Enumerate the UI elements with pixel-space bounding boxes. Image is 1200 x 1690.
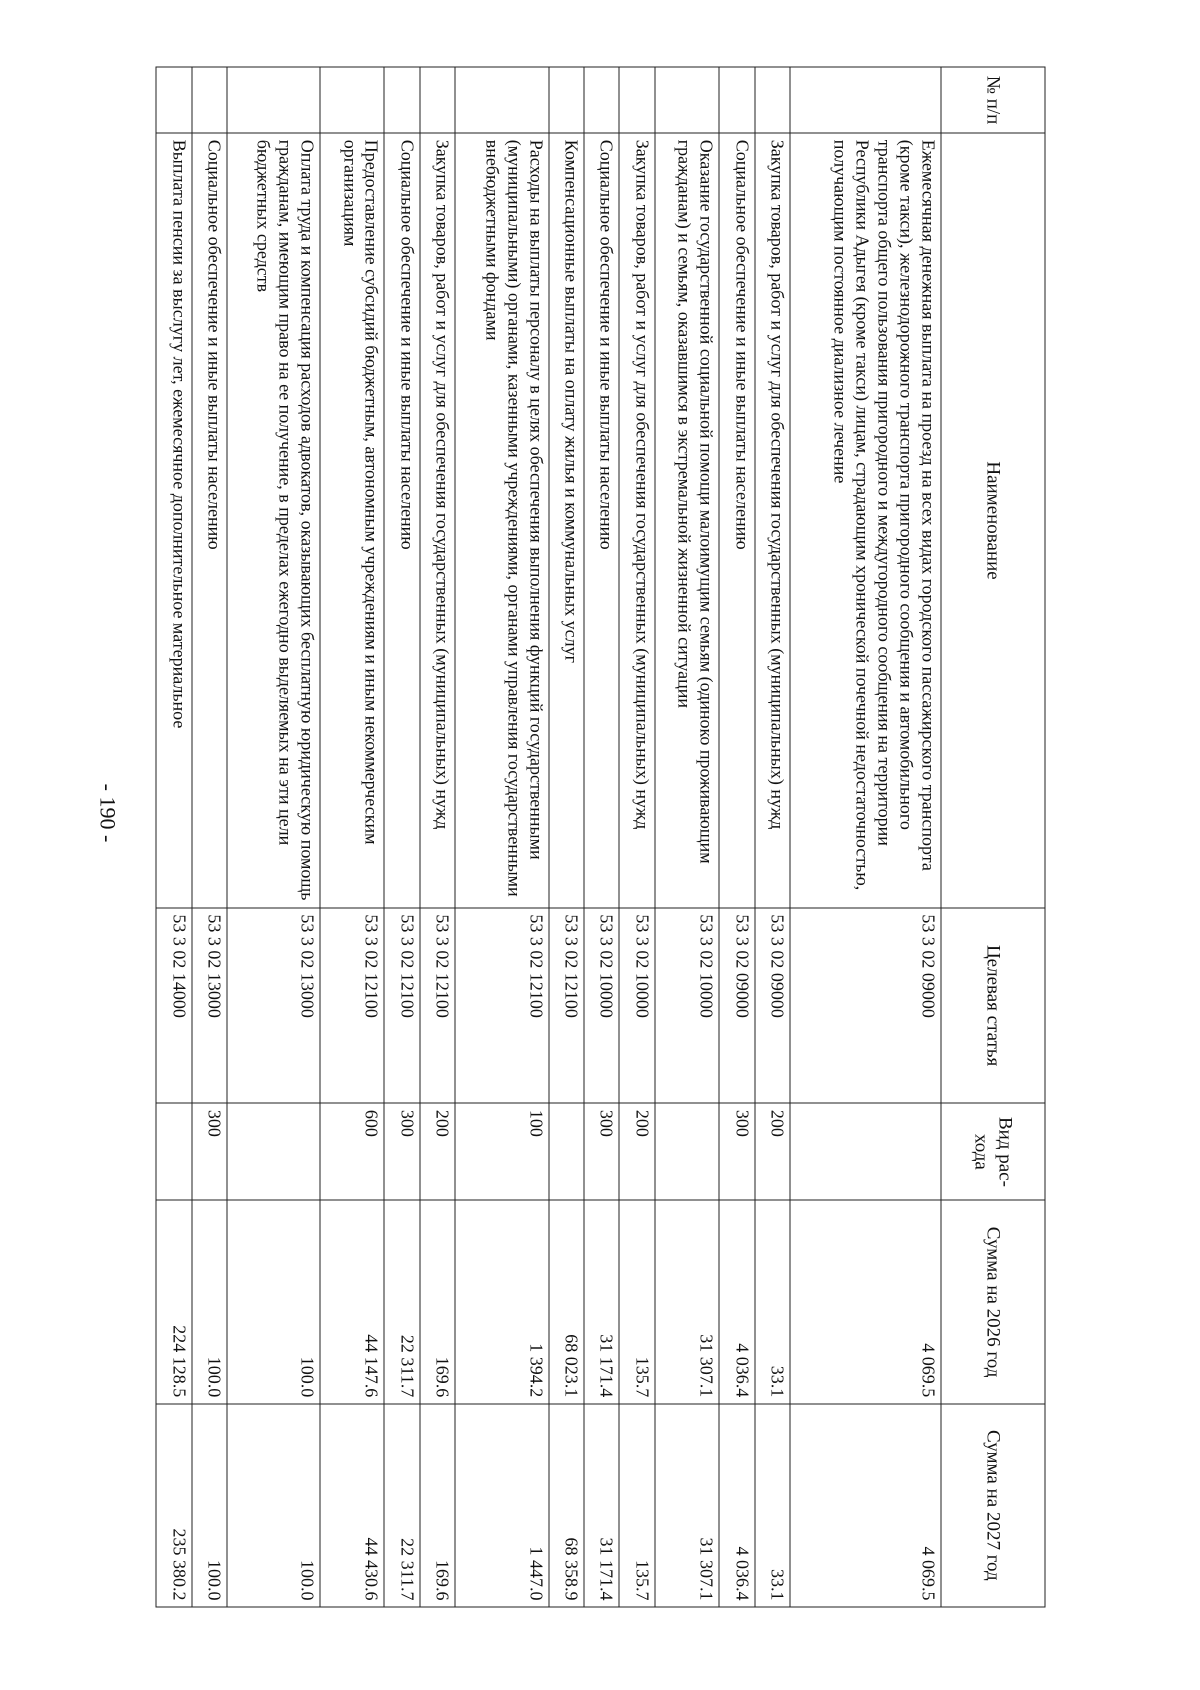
table-header-row xyxy=(941,67,1045,1607)
row-sum-2026: 31 307.1 xyxy=(655,1200,719,1403)
row-target-article: 53 3 02 12100 xyxy=(549,908,584,1104)
row-target-article: 53 3 02 09000 xyxy=(755,908,790,1104)
row-sum-2027: 31 171.4 xyxy=(584,1404,619,1607)
header-expense-kind: Вид рас-хода xyxy=(941,1103,1045,1200)
row-name: Социальное обеспечение и иные выплаты населению xyxy=(584,133,619,908)
table-row xyxy=(755,67,790,1607)
table-row xyxy=(156,67,192,1607)
row-sum-2027: 4 069.5 xyxy=(790,1404,941,1607)
row-sum-2026: 4 036.4 xyxy=(719,1200,754,1403)
row-sum-2027: 33.1 xyxy=(755,1404,790,1607)
row-expense-kind: 100 xyxy=(455,1103,548,1200)
row-name: Социальное обеспечение и иные выплаты населению xyxy=(385,133,420,908)
row-expense-kind: 300 xyxy=(584,1103,619,1200)
row-target-article: 53 3 02 12100 xyxy=(455,908,548,1104)
header-sum-2026: Сумма на 2026 год xyxy=(941,1200,1045,1403)
row-no xyxy=(619,67,654,133)
row-target-article: 53 3 02 13000 xyxy=(192,908,227,1104)
table-row xyxy=(790,67,941,1607)
budget-sheet xyxy=(156,67,1046,1608)
row-sum-2026: 33.1 xyxy=(755,1200,790,1403)
row-expense-kind xyxy=(549,1103,584,1200)
row-expense-kind xyxy=(227,1103,320,1200)
row-no xyxy=(584,67,619,133)
row-no xyxy=(549,67,584,133)
table-row xyxy=(719,67,754,1607)
header-no: № п/п xyxy=(941,67,1045,133)
row-sum-2027: 100.0 xyxy=(192,1404,227,1607)
row-expense-kind: 200 xyxy=(619,1103,654,1200)
row-name: Компенсационные выплаты на оплату жилья и коммунальных услуг xyxy=(549,133,584,908)
row-target-article: 53 3 02 12100 xyxy=(420,908,455,1104)
table-row xyxy=(584,67,619,1607)
row-no xyxy=(192,67,227,133)
row-name: Ежемесячная денежная выплата на проезд на всех видах городского пассажирского транспорта (кроме такси), железнодорожного транспорта пригородного сообщения и автомобильного транспорта общего пользования пригородного и междугородного сообщения на территории Республики Адыгея (кроме такси) лицам, страдающим хронической почечной недостаточностью, получающим постоянное диализное лечение xyxy=(790,133,941,908)
row-sum-2026: 4 069.5 xyxy=(790,1200,941,1403)
row-no xyxy=(755,67,790,133)
row-target-article: 53 3 02 14000 xyxy=(156,908,192,1104)
row-no xyxy=(420,67,455,133)
row-sum-2026: 31 171.4 xyxy=(584,1200,619,1403)
row-sum-2026: 100.0 xyxy=(227,1200,320,1403)
header-name: Наименование xyxy=(941,133,1045,908)
page-number: - 190 - xyxy=(95,783,121,843)
table-row xyxy=(549,67,584,1607)
row-sum-2027: 68 358.9 xyxy=(549,1404,584,1607)
table-row xyxy=(619,67,654,1607)
table-row xyxy=(455,67,548,1607)
row-sum-2026: 169.6 xyxy=(420,1200,455,1403)
row-name: Расходы на выплаты персоналу в целях обеспечения выполнения функций государственными (муниципальными) органами, казенными учреждениями, органами управления государственными внебюджетными фондами xyxy=(455,133,548,908)
row-name: Социальное обеспечение и иные выплаты населению xyxy=(719,133,754,908)
row-sum-2027: 1 447.0 xyxy=(455,1404,548,1607)
row-target-article: 53 3 02 12100 xyxy=(385,908,420,1104)
row-expense-kind xyxy=(156,1103,192,1200)
row-sum-2026: 224 128.5 xyxy=(156,1200,192,1403)
budget-table xyxy=(156,67,1046,1608)
row-target-article: 53 3 02 12100 xyxy=(320,908,384,1104)
row-sum-2027: 169.6 xyxy=(420,1404,455,1607)
row-target-article: 53 3 02 10000 xyxy=(584,908,619,1104)
row-expense-kind: 200 xyxy=(755,1103,790,1200)
table-row xyxy=(227,67,320,1607)
row-name: Закупка товаров, работ и услуг для обеспечения государственных (муниципальных) нужд xyxy=(755,133,790,908)
row-sum-2027: 100.0 xyxy=(227,1404,320,1607)
row-target-article: 53 3 02 10000 xyxy=(655,908,719,1104)
header-target-article: Целевая статья xyxy=(941,908,1045,1104)
table-row xyxy=(192,67,227,1607)
row-sum-2027: 4 036.4 xyxy=(719,1404,754,1607)
row-expense-kind: 600 xyxy=(320,1103,384,1200)
row-sum-2026: 22 311.7 xyxy=(385,1200,420,1403)
row-no xyxy=(227,67,320,133)
row-target-article: 53 3 02 09000 xyxy=(719,908,754,1104)
row-sum-2026: 135.7 xyxy=(619,1200,654,1403)
row-expense-kind xyxy=(655,1103,719,1200)
row-name: Оплата труда и компенсация расходов адвокатов, оказывающих бесплатную юридическую помощь гражданам, имеющим право на ее получение, в пределах ежегодно выделяемых на эти цели бюджетных средств xyxy=(227,133,320,908)
row-name: Оказание государственной социальной помощи малоимущим семьям (одиноко проживающим гражданам) и семьям, оказавшимся в экстремальной жизненной ситуации xyxy=(655,133,719,908)
table-row xyxy=(320,67,384,1607)
row-sum-2026: 68 023.1 xyxy=(549,1200,584,1403)
row-expense-kind: 300 xyxy=(385,1103,420,1200)
row-name: Выплата пенсии за выслугу лет, ежемесячное дополнительное материальное xyxy=(156,133,192,908)
row-expense-kind: 300 xyxy=(719,1103,754,1200)
row-target-article: 53 3 02 13000 xyxy=(227,908,320,1104)
table-row xyxy=(385,67,420,1607)
row-no xyxy=(385,67,420,133)
row-sum-2026: 1 394.2 xyxy=(455,1200,548,1403)
row-no xyxy=(655,67,719,133)
row-sum-2027: 22 311.7 xyxy=(385,1404,420,1607)
row-target-article: 53 3 02 09000 xyxy=(790,908,941,1104)
header-sum-2027: Сумма на 2027 год xyxy=(941,1404,1045,1607)
row-no xyxy=(320,67,384,133)
row-sum-2027: 31 307.1 xyxy=(655,1404,719,1607)
row-expense-kind: 200 xyxy=(420,1103,455,1200)
row-no xyxy=(455,67,548,133)
table-row xyxy=(655,67,719,1607)
row-no xyxy=(790,67,941,133)
row-name: Предоставление субсидий бюджетным, автономным учреждениям и иным некоммерческим организациям xyxy=(320,133,384,908)
row-sum-2027: 44 430.6 xyxy=(320,1404,384,1607)
row-name: Социальное обеспечение и иные выплаты населению xyxy=(192,133,227,908)
table-row xyxy=(420,67,455,1607)
row-sum-2027: 135.7 xyxy=(619,1404,654,1607)
row-no xyxy=(719,67,754,133)
row-sum-2026: 100.0 xyxy=(192,1200,227,1403)
row-sum-2026: 44 147.6 xyxy=(320,1200,384,1403)
row-name: Закупка товаров, работ и услуг для обеспечения государственных (муниципальных) нужд xyxy=(420,133,455,908)
row-no xyxy=(156,67,192,133)
row-expense-kind: 300 xyxy=(192,1103,227,1200)
row-sum-2027: 235 380.2 xyxy=(156,1404,192,1607)
row-expense-kind xyxy=(790,1103,941,1200)
row-target-article: 53 3 02 10000 xyxy=(619,908,654,1104)
row-name: Закупка товаров, работ и услуг для обеспечения государственных (муниципальных) нужд xyxy=(619,133,654,908)
